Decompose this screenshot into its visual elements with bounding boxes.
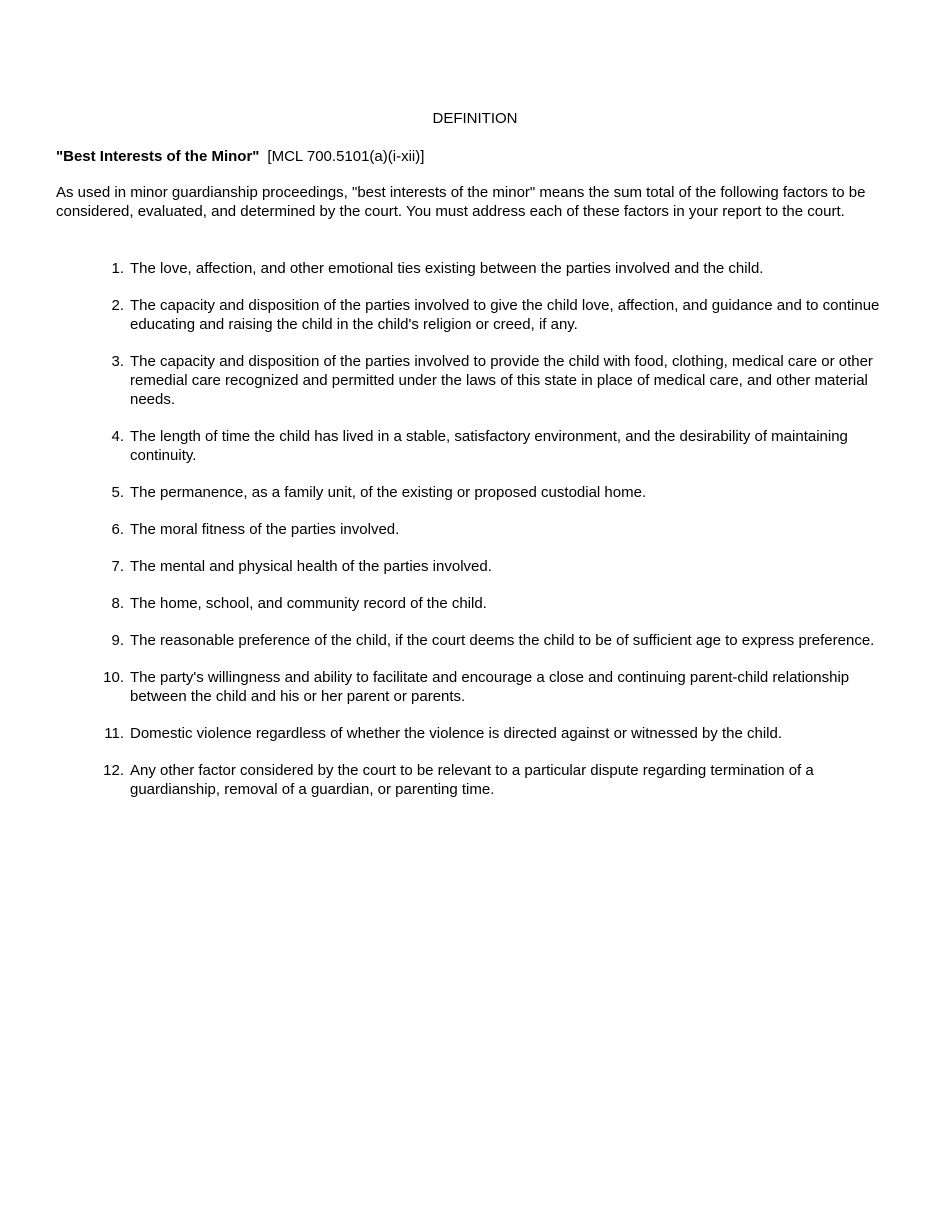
list-item-number: 10. bbox=[103, 669, 124, 686]
list-item-text: The mental and physical health of the parties involved. bbox=[130, 558, 492, 575]
list-item bbox=[0, 724, 950, 743]
list-item bbox=[0, 296, 950, 334]
term-line bbox=[56, 147, 424, 166]
list-item-text: The length of time the child has lived in a stable, satisfactory environment, and the desirability of maintaining continuity. bbox=[130, 428, 848, 464]
page-title: DEFINITION bbox=[432, 110, 518, 127]
list-item bbox=[0, 668, 950, 706]
list-item-text: The permanence, as a family unit, of the existing or proposed custodial home. bbox=[130, 484, 647, 501]
list-item bbox=[0, 259, 950, 278]
list-item-text: Any other factor considered by the court to be relevant to a particular dispute regarding termination of a guardianship, removal of a guardian, or parenting time. bbox=[130, 762, 814, 798]
list-item-number: 11. bbox=[104, 725, 124, 742]
intro-paragraph: As used in minor guardianship proceedings, "best interests of the minor" means the sum total of the following factors to be considered, evaluated, and determined by the court. You must address each of these factors in your report to the court. bbox=[56, 184, 866, 220]
list-item bbox=[0, 427, 950, 465]
list-item-number: 3. bbox=[111, 353, 124, 370]
list-item-text: Domestic violence regardless of whether the violence is directed against or witnessed by the child. bbox=[130, 725, 783, 742]
list-item-number: 9. bbox=[111, 632, 124, 649]
list-item-text: The party's willingness and ability to facilitate and encourage a close and continuing parent-child relationship between the child and his or her parent or parents. bbox=[130, 669, 850, 705]
list-item-number: 12. bbox=[103, 762, 124, 779]
list-item-number: 5. bbox=[111, 484, 124, 501]
list-item bbox=[0, 352, 950, 409]
defined-term: "Best Interests of the Minor" bbox=[56, 148, 260, 165]
list-item-number: 8. bbox=[111, 595, 124, 612]
list-item-text: The home, school, and community record of the child. bbox=[130, 595, 487, 612]
list-item bbox=[0, 594, 950, 613]
list-item-text: The capacity and disposition of the parties involved to provide the child with food, clothing, medical care or other remedial care recognized and permitted under the laws of this state in place of medical care, and other material needs. bbox=[130, 353, 873, 408]
list-item-number: 1. bbox=[111, 260, 124, 277]
list-item-text: The love, affection, and other emotional ties existing between the parties involved and the child. bbox=[130, 260, 764, 277]
factors-list bbox=[0, 259, 950, 817]
list-item bbox=[0, 557, 950, 576]
list-item bbox=[0, 483, 950, 502]
list-item-number: 4. bbox=[111, 428, 124, 445]
list-item-number: 6. bbox=[111, 521, 124, 538]
list-item-text: The moral fitness of the parties involved. bbox=[130, 521, 400, 538]
statute-citation: [MCL 700.5101(a)(i-xii)] bbox=[267, 148, 425, 165]
list-item-number: 7. bbox=[111, 558, 124, 575]
list-item-text: The reasonable preference of the child, if the court deems the child to be of sufficient age to express preference. bbox=[130, 632, 875, 649]
list-item bbox=[0, 520, 950, 539]
list-item bbox=[0, 631, 950, 650]
list-item bbox=[0, 761, 950, 799]
list-item-text: The capacity and disposition of the parties involved to give the child love, affection, and guidance and to continue educating and raising the child in the child's religion or creed, if any. bbox=[130, 297, 880, 333]
list-item-number: 2. bbox=[111, 297, 124, 314]
